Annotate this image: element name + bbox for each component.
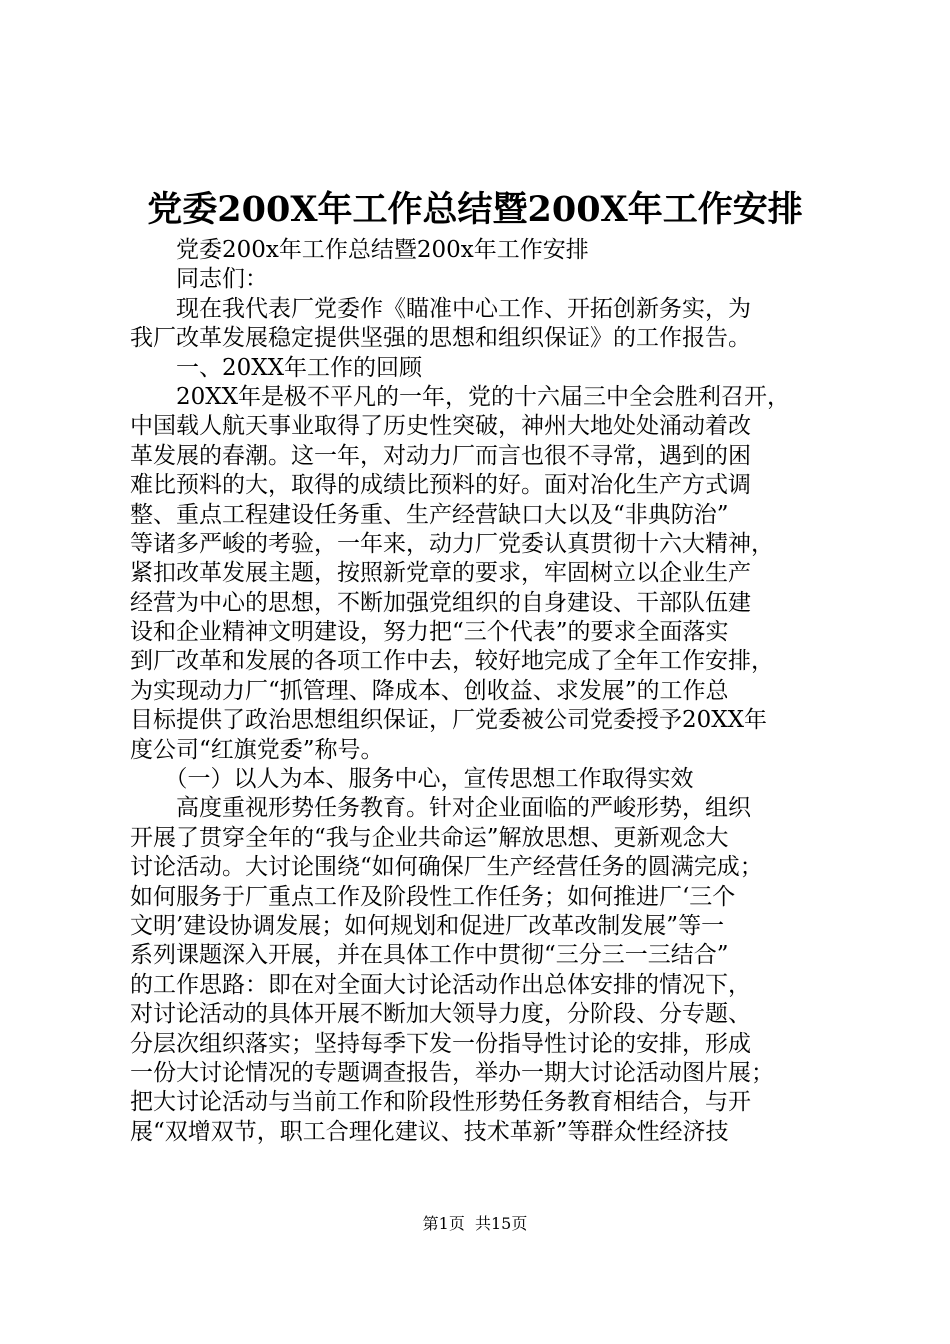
body-text-line: 目标提供了政治思想组织保证，厂党委被公司党委授予20XX年 <box>130 707 768 734</box>
body-text-line: 难比预料的大，取得的成绩比预料的好。面对冶化生产方式调 <box>130 472 751 499</box>
body-text-line: 系列课题深入开展，并在具体工作中贯彻“三分三一三结合” <box>130 942 729 969</box>
body-text-line: 开展了贯穿全年的“我与企业共命运”解放思想、更新观念大 <box>130 824 729 851</box>
body-text-line: 到厂改革和发展的各项工作中去，较好地完成了全年工作安排， <box>130 648 774 675</box>
body-text-line: 一、20XX年工作的回顾 <box>130 354 423 381</box>
body-text-line: 整、重点工程建设任务重、生产经营缺口大以及“非典防治” <box>130 501 729 528</box>
body-text-line: 紧扣改革发展主题，按照新党章的要求，牢固树立以企业生产 <box>130 560 751 587</box>
body-text-line: 经营为中心的思想，不断加强党组织的自身建设、干部队伍建 <box>130 589 751 616</box>
body-text-line: 为实现动力厂“抓管理、降成本、创收益、求发展”的工作总 <box>130 677 729 704</box>
body-text-line: 如何服务于厂重点工作及阶段性工作任务；如何推进厂‘三个 <box>130 883 736 910</box>
body-text-line: 对讨论活动的具体开展不断加大领导力度，分阶段、分专题、 <box>130 1001 751 1028</box>
body-text-line: 等诸多严峻的考验，一年来，动力厂党委认真贯彻十六大精神， <box>130 530 774 557</box>
body-text-line: 文明’建设协调发展；如何规划和促进厂改革改制发展”等一 <box>130 912 725 939</box>
document-title: 党委200X年工作总结暨200X年工作安排 <box>147 189 803 230</box>
body-text-line: 革发展的春潮。这一年，对动力厂而言也很不寻常，遇到的困 <box>130 442 751 469</box>
body-text-line: 设和企业精神文明建设，努力把“三个代表”的要求全面落实 <box>130 619 729 646</box>
body-text-line: 度公司“红旗党委”称号。 <box>130 736 384 763</box>
document-body <box>130 236 830 1147</box>
body-text-line: 分层次组织落实；坚持每季下发一份指导性讨论的安排，形成 <box>130 1030 751 1057</box>
body-text-line: 高度重视形势任务教育。针对企业面临的严峻形势，组织 <box>130 795 751 822</box>
page-footer: 第1页 共15页 <box>422 1214 528 1233</box>
body-text-line: 我厂改革发展稳定提供坚强的思想和组织保证》的工作报告。 <box>130 325 751 352</box>
body-text-line: 20XX年是极不平凡的一年，党的十六届三中全会胜利召开， <box>130 383 791 410</box>
body-text-line: （一）以人为本、服务中心，宣传思想工作取得实效 <box>130 766 694 793</box>
body-text-line: 的工作思路：即在对全面大讨论活动作出总体安排的情况下， <box>130 971 751 998</box>
body-text-line: 一份大讨论情况的专题调查报告，举办一期大讨论活动图片展； <box>130 1059 774 1086</box>
body-text-line: 中国载人航天事业取得了历史性突破，神州大地处处涌动着改 <box>130 413 751 440</box>
body-text-line: 把大讨论活动与当前工作和阶段性形势任务教育相结合，与开 <box>130 1089 751 1116</box>
body-text-line: 同志们： <box>130 266 268 293</box>
body-text-line: 党委200x年工作总结暨200x年工作安排 <box>130 237 589 263</box>
body-text-line: 现在我代表厂党委作《瞄准中心工作、开拓创新务实，为 <box>130 295 751 322</box>
body-text-line: 展“双增双节，职工合理化建议、技术革新”等群众性经济技 <box>130 1118 729 1145</box>
body-text-line: 讨论活动。大讨论围绕“如何确保厂生产经营任务的圆满完成； <box>130 854 763 881</box>
